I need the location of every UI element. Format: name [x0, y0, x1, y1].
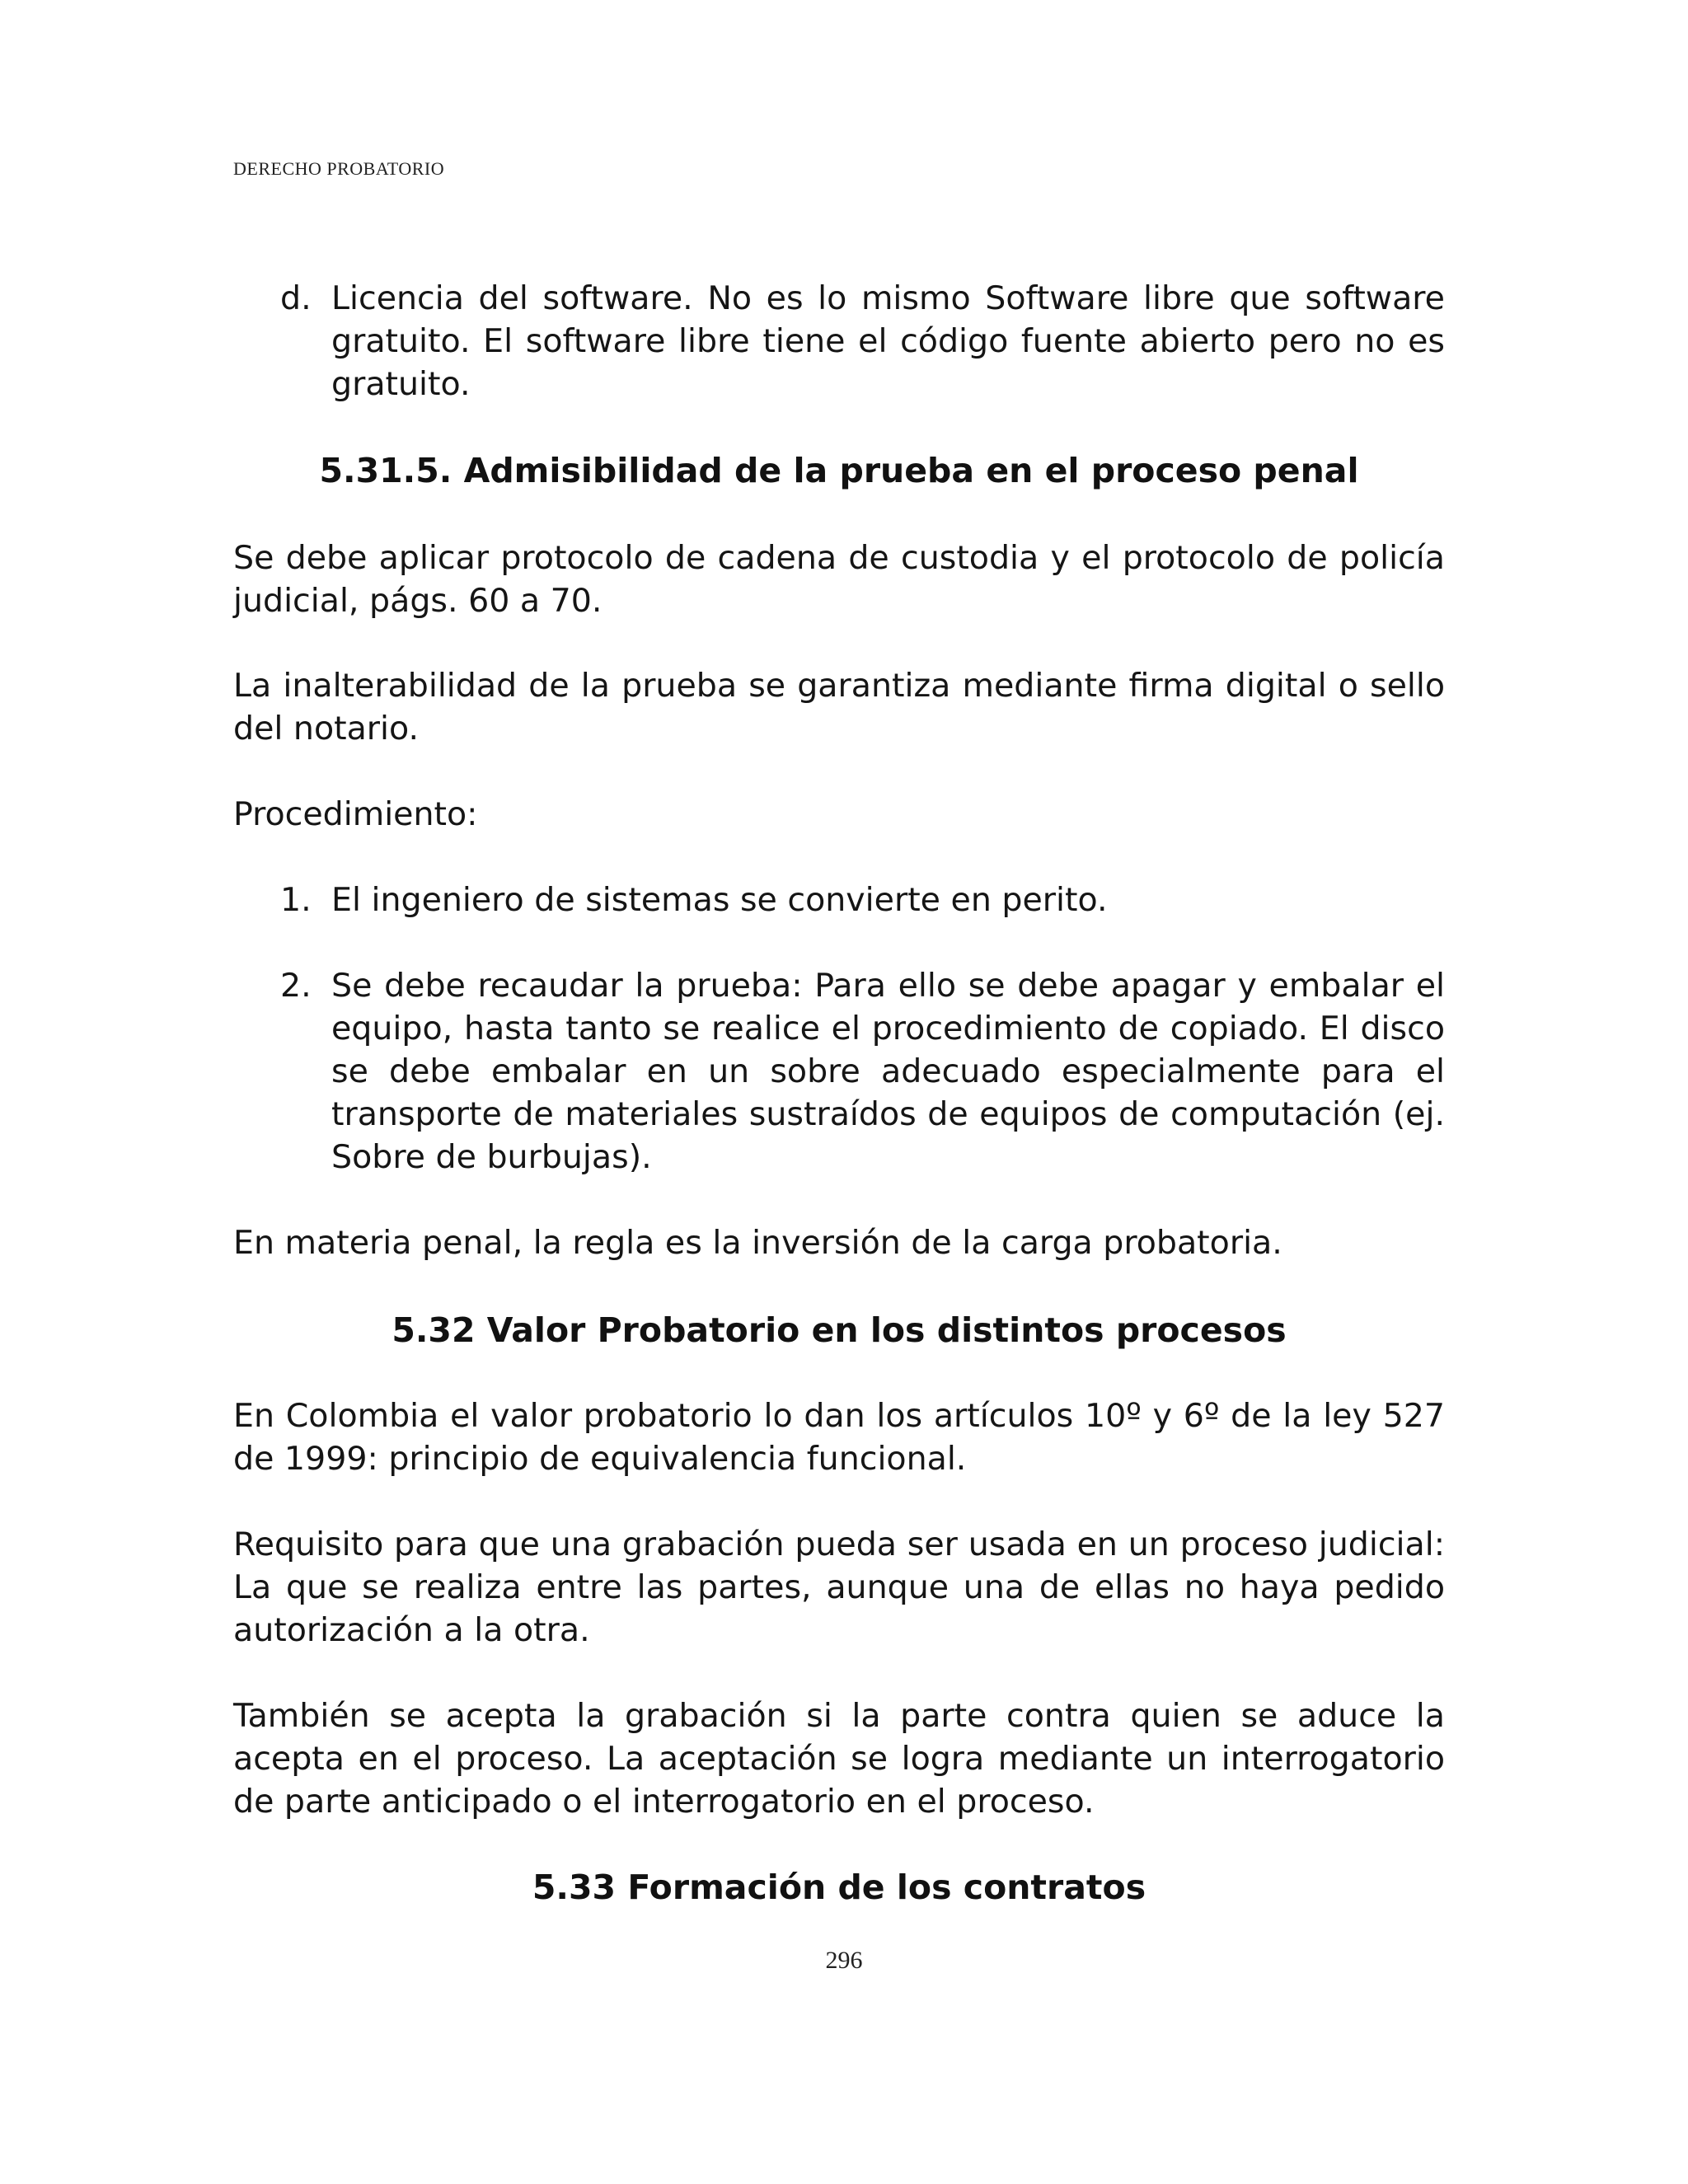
paragraph-cadena-custodia — [233, 537, 1445, 622]
paragraph-text: En materia penal, la regla es la inversión de la carga probatoria. — [233, 1224, 1282, 1262]
paragraph-text: La inalterabilidad de la prueba se garantiza mediante firma digital o sello del notario. — [233, 667, 1445, 748]
paragraph-tambien — [233, 1694, 1445, 1823]
paragraph-text: En Colombia el valor probatorio lo dan los artículos 10º y 6º de la ley 527 de 1999: principio de equivalencia funcional. — [233, 1397, 1445, 1478]
procedure-step-1 — [280, 879, 1445, 921]
list-marker: d. — [280, 279, 312, 317]
paragraph-text: Procedimiento: — [233, 795, 478, 833]
procedure-label — [233, 793, 1445, 836]
section-heading-5-32: 5.32 Valor Probatorio en los distintos procesos — [392, 1310, 1287, 1350]
paragraph-text: También se acepta la grabación si la parte contra quien se aduce la acepta en el proceso. La aceptación se logra mediante un interrogatorio de parte anticipado o el interrogatorio en el proceso. — [233, 1697, 1445, 1821]
section-heading-5-31-5: 5.31.5. Admisibilidad de la prueba en el proceso penal — [319, 451, 1359, 490]
section-heading-5-33: 5.33 Formación de los contratos — [532, 1868, 1146, 1907]
procedure-step-2 — [280, 964, 1445, 1179]
running-header: DERECHO PROBATORIO — [233, 158, 445, 179]
page-number: 296 — [825, 1947, 863, 1974]
list-marker: 1. — [280, 881, 312, 919]
paragraph-materia-penal — [233, 1221, 1445, 1264]
paragraph-colombia — [233, 1394, 1445, 1480]
list-item-text: Se debe recaudar la prueba: Para ello se debe apagar y embalar el equipo, hasta tanto se realice el procedimiento de copiado. El disco se debe embalar en un sobre adecuado especialmente para el transporte de materiales sustraídos de equipos de computación (ej. Sobre de burbujas). — [331, 967, 1445, 1176]
paragraph-text: Requisito para que una grabación pueda ser usada en un proceso judicial: La que se realiza entre las partes, aunque una de ellas no haya pedido autorización a la otra. — [233, 1526, 1445, 1649]
list-item-d — [280, 277, 1445, 405]
paragraph-text: Se debe aplicar protocolo de cadena de custodia y el protocolo de policía judicial, págs. 60 a 70. — [233, 539, 1445, 620]
paragraph-requisito — [233, 1523, 1445, 1652]
paragraph-inalterabilidad — [233, 664, 1445, 750]
list-item-text: El ingeniero de sistemas se convierte en perito. — [331, 881, 1108, 919]
list-marker: 2. — [280, 967, 312, 1005]
list-item-text: Licencia del software. No es lo mismo Software libre que software gratuito. El software libre tiene el código fuente abierto pero no es gratuito. — [331, 279, 1445, 403]
